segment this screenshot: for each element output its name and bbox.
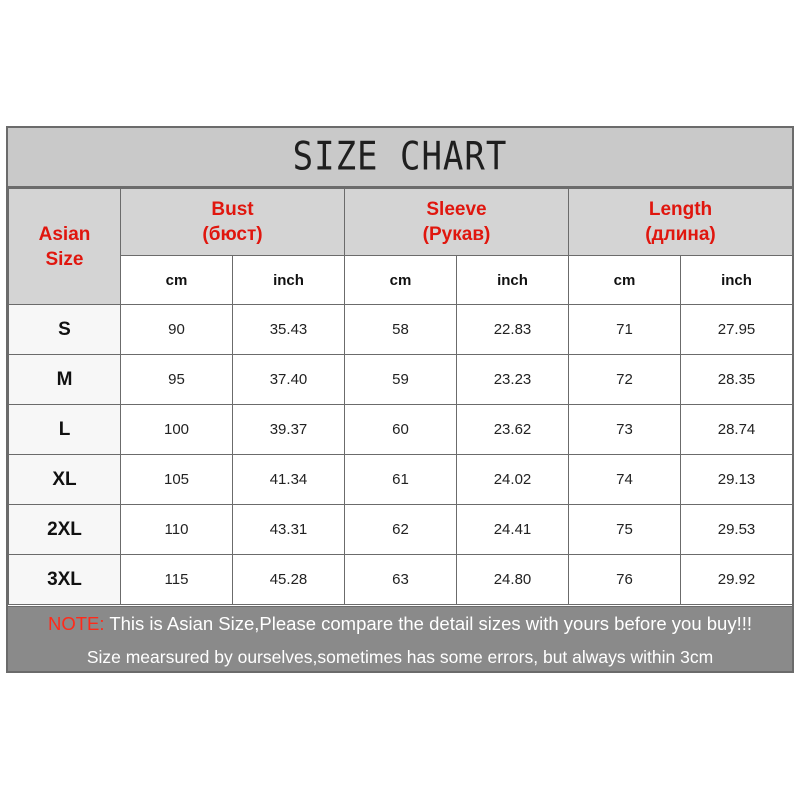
length-label: Length	[648, 199, 713, 220]
sleeve-label: Sleeve	[426, 199, 487, 220]
sleeve-header	[345, 189, 569, 256]
table-row	[9, 355, 793, 405]
asian-size-label-1: Asian	[38, 223, 91, 245]
table-row	[9, 555, 793, 605]
value-cell: 23.23	[457, 355, 569, 405]
length-sub-label: (длина)	[645, 224, 716, 245]
length-header	[569, 189, 793, 256]
value-cell: 95	[121, 355, 233, 405]
value-cell: 24.41	[457, 505, 569, 555]
value-cell: 29.53	[681, 505, 793, 555]
unit-cell: cm	[345, 256, 457, 305]
chart-title	[8, 128, 792, 188]
unit-cell: inch	[233, 256, 345, 305]
unit-header-row	[9, 256, 793, 305]
size-table	[8, 188, 793, 605]
group-header-row	[9, 189, 793, 256]
value-cell: 29.92	[681, 555, 793, 605]
value-cell: 63	[345, 555, 457, 605]
value-cell: 59	[345, 355, 457, 405]
size-cell: 3XL	[9, 555, 121, 605]
value-cell: 74	[569, 455, 681, 505]
note-label: NOTE:	[47, 613, 105, 634]
size-cell: S	[9, 305, 121, 355]
value-cell: 73	[569, 405, 681, 455]
size-chart	[6, 126, 794, 673]
bust-label: Bust	[211, 199, 254, 220]
value-cell: 90	[121, 305, 233, 355]
value-cell: 76	[569, 555, 681, 605]
value-cell: 100	[121, 405, 233, 455]
value-cell: 71	[569, 305, 681, 355]
size-cell: XL	[9, 455, 121, 505]
size-cell: L	[9, 405, 121, 455]
asian-size-header	[9, 189, 121, 305]
value-cell: 35.43	[233, 305, 345, 355]
value-cell: 110	[121, 505, 233, 555]
value-cell: 105	[121, 455, 233, 505]
value-cell: 23.62	[457, 405, 569, 455]
value-cell: 115	[121, 555, 233, 605]
value-cell: 41.34	[233, 455, 345, 505]
note-text: This is Asian Size,Please compare the detail sizes with yours before you buy!!!	[104, 613, 752, 634]
value-cell: 58	[345, 305, 457, 355]
value-cell: 43.31	[233, 505, 345, 555]
value-cell: 28.35	[681, 355, 793, 405]
value-cell: 61	[345, 455, 457, 505]
note-line-2: Size mearsured by ourselves,sometimes has some errors, but always within 3cm	[86, 647, 714, 667]
value-cell: 75	[569, 505, 681, 555]
value-cell: 29.13	[681, 455, 793, 505]
value-cell: 24.02	[457, 455, 569, 505]
value-cell: 45.28	[233, 555, 345, 605]
table-row	[9, 405, 793, 455]
unit-cell: inch	[457, 256, 569, 305]
value-cell: 22.83	[457, 305, 569, 355]
unit-cell: inch	[681, 256, 793, 305]
note-line-1	[8, 613, 792, 635]
table-row	[9, 455, 793, 505]
value-cell: 24.80	[457, 555, 569, 605]
value-cell: 72	[569, 355, 681, 405]
table-row	[9, 505, 793, 555]
value-cell: 28.74	[681, 405, 793, 455]
unit-cell: cm	[121, 256, 233, 305]
value-cell: 37.40	[233, 355, 345, 405]
sleeve-sub-label: (Рукав)	[422, 224, 491, 245]
value-cell: 39.37	[233, 405, 345, 455]
value-cell: 60	[345, 405, 457, 455]
size-cell: 2XL	[9, 505, 121, 555]
bust-header	[121, 189, 345, 256]
size-cell: M	[9, 355, 121, 405]
asian-size-label-2: Size	[45, 248, 84, 270]
unit-cell: cm	[569, 256, 681, 305]
value-cell: 62	[345, 505, 457, 555]
chart-title-text: SIZE CHART	[292, 134, 508, 180]
bust-sub-label: (бюст)	[202, 224, 263, 245]
note-banner	[8, 606, 792, 671]
table-row	[9, 305, 793, 355]
value-cell: 27.95	[681, 305, 793, 355]
